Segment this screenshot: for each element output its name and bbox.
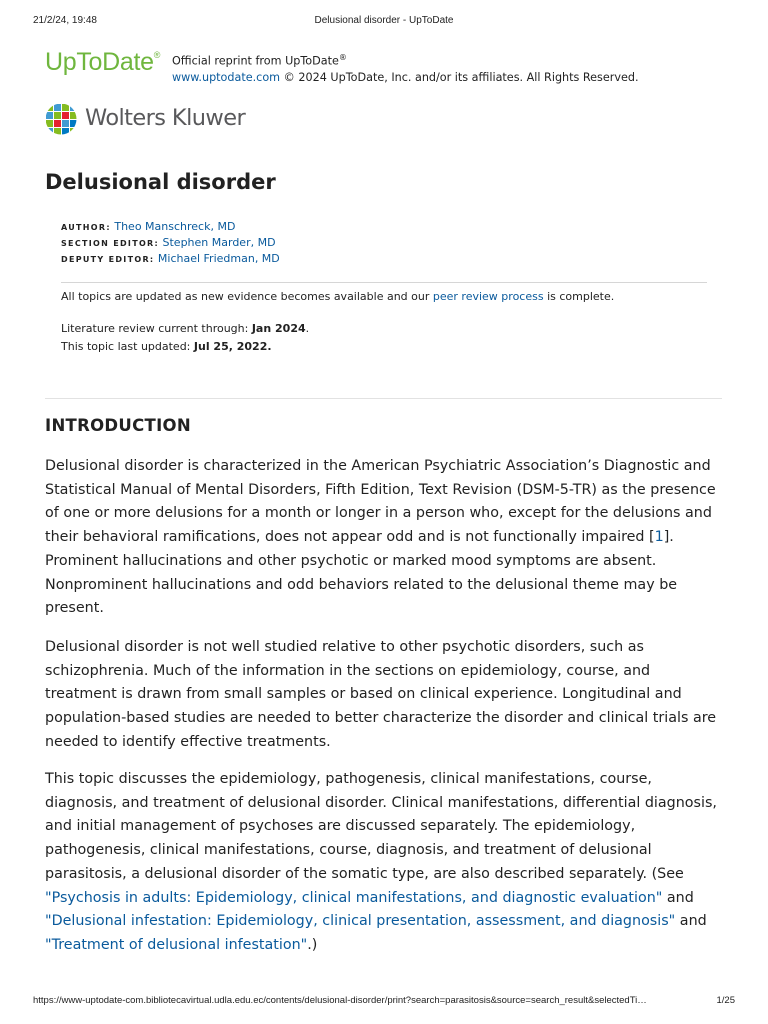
psychosis-topic-link[interactable]: "Psychosis in adults: Epidemiology, clinical manifestations, and diagnostic evaluation" [45, 889, 663, 906]
period: . [305, 322, 310, 335]
lit-review-label: Literature review current through: [61, 322, 252, 335]
section-editor-link[interactable]: Stephen Marder, MD [162, 236, 276, 249]
uptodate-logo-mark: ® [153, 50, 161, 60]
page-number: 1/25 [716, 995, 735, 1006]
print-header [33, 15, 735, 29]
intro-paragraph-3 [45, 768, 725, 958]
section-editor-row [61, 235, 280, 251]
divider [61, 282, 707, 283]
reprint-notice [172, 50, 639, 86]
author-block [61, 219, 280, 267]
notice-text-before: All topics are updated as new evidence becomes available and our [61, 290, 433, 303]
delusional-infestation-topic-link[interactable]: "Delusional infestation: Epidemiology, clinical presentation, assessment, and diagnosis" [45, 913, 676, 930]
intro-paragraph-1 [45, 455, 725, 621]
deputy-editor-label: DEPUTY EDITOR: [61, 255, 155, 264]
author-link[interactable]: Theo Manschreck, MD [114, 220, 236, 233]
paragraph-text: and [662, 889, 694, 906]
reprint-line: Official reprint from UpToDate [172, 54, 339, 68]
wolters-kluwer-icon [45, 103, 77, 135]
intro-paragraph-2 [45, 636, 725, 755]
paragraph-text: Delusional disorder is not well studied relative to other psychotic disorders, such as schizophrenia. Much of the information in the sections on epidemiology, course, and treatment is drawn from small samples or based on clinical experience. Longitudinal and population-based studies are needed to better characterize the disorder and clinical trials are needed to identify effective treatments. [45, 639, 717, 750]
copyright-text: © 2024 UpToDate, Inc. and/or its affiliates. All Rights Reserved. [283, 70, 639, 84]
paragraph-text: Delusional disorder is characterized in the American Psychiatric Association’s Diagnostic and Statistical Manual of Mental Disorders, Fifth Edition, Text Revision (DSM-5-TR) as the presence of one or more delusions for a month or longer in a person who, except for the delusions and their behavioral ramifications, does not appear odd and is not functionally impaired [ [45, 458, 716, 546]
lit-review-date: Jan 2024 [251, 322, 306, 335]
last-updated-date: Jul 25, 2022 [193, 340, 268, 353]
paragraph-text: This topic discusses the epidemiology, pathogenesis, clinical manifestations, course, diagnosis, and treatment of delusional disorder. Clinical manifestations, differential diagnosis, and initial management of psychoses are discussed separately. The epidemiology, pathogenesis, clinical manifestations, course, diagnosis, and treatment of delusional parasitosis, a delusional disorder of the somatic type, are also described separately. (See [45, 771, 717, 882]
article-title: Delusional disorder [45, 170, 276, 194]
update-notice [61, 290, 614, 303]
reference-link-1[interactable]: 1 [654, 529, 664, 546]
paragraph-text: and [675, 913, 707, 930]
paragraph-text: ]. Prominent hallucinations and other psychotic or marked mood symptoms are absent. Nonprominent hallucinations and odd behaviors related to the delusional theme may be present. [45, 529, 678, 617]
uptodate-logo [45, 48, 160, 77]
period: . [267, 340, 272, 353]
deputy-editor-row [61, 251, 280, 267]
deputy-editor-link[interactable]: Michael Friedman, MD [157, 252, 280, 265]
last-updated-label: This topic last updated: [61, 340, 194, 353]
uptodate-logo-text: UpToDate [45, 48, 154, 76]
peer-review-link[interactable]: peer review process [432, 290, 544, 303]
notice-text-after: is complete. [543, 290, 615, 303]
treatment-topic-link[interactable]: "Treatment of delusional infestation" [45, 936, 308, 953]
brand-row [45, 48, 728, 88]
publisher-name: Wolters Kluwer [85, 105, 246, 131]
section-divider [45, 398, 722, 399]
reprint-mark: ® [338, 53, 347, 62]
print-page-title: Delusional disorder - UpToDate [314, 15, 454, 26]
section-editor-label: SECTION EDITOR: [61, 239, 160, 248]
author-label: AUTHOR: [61, 223, 111, 232]
print-date: 21/2/24, 19:48 [33, 15, 97, 26]
paragraph-text: .) [307, 936, 318, 953]
author-row [61, 219, 280, 235]
section-heading-introduction: INTRODUCTION [45, 416, 191, 435]
print-footer [33, 995, 735, 1009]
uptodate-site-link[interactable]: www.uptodate.com [172, 70, 281, 84]
print-url: https://www-uptodate-com.bibliotecavirtual.udla.edu.ec/contents/delusional-disorder/print?search=parasitosis&source=search_result&selectedTi… [33, 995, 647, 1006]
review-dates [61, 320, 309, 356]
